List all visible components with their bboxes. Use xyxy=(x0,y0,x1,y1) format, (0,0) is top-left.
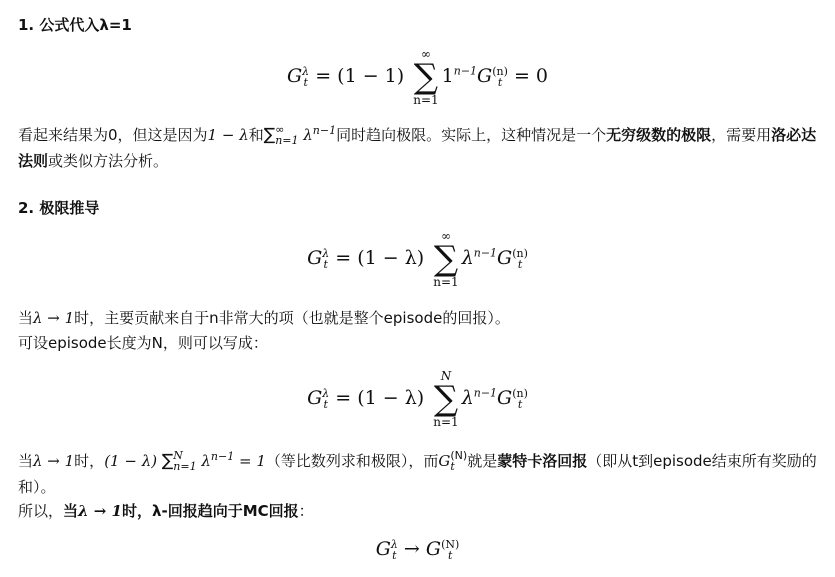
eq2-g: G xyxy=(307,247,323,269)
p1-text-e: 或类似方法分析。 xyxy=(48,152,169,170)
eq3-g-scripts xyxy=(322,388,329,410)
equation-2 xyxy=(0,230,835,288)
eq2-gn-sup: (n) xyxy=(512,247,528,260)
eq1-sum-bot: n=1 xyxy=(413,93,439,107)
eq4-g-scripts xyxy=(391,539,398,561)
p4-text-d: 就是 xyxy=(467,452,498,470)
p4-math-2: (1 − λ) xyxy=(104,452,158,470)
p1-math-1: 1 − λ xyxy=(207,126,249,144)
eq3-g-sup: λ xyxy=(322,387,330,400)
p5-text-a: 所以， xyxy=(18,502,64,520)
eq1-coef: = (1 − 1) xyxy=(315,65,405,87)
eq4-gn: G xyxy=(425,538,442,560)
eq1-g-sup: λ xyxy=(302,65,310,78)
p2-math: λ → 1 xyxy=(33,309,75,327)
p4-math-3: = 1 xyxy=(239,452,266,470)
equation-3 xyxy=(0,370,835,428)
p5-bold-a: 当 xyxy=(63,502,79,520)
eq1-term-exp: n−1 xyxy=(453,64,478,78)
p4-sum-sign: ∑ xyxy=(161,451,174,471)
eq1-sum-top: ∞ xyxy=(420,47,431,61)
paragraph-5 xyxy=(18,498,823,524)
p4-sum-top: N xyxy=(173,449,183,462)
p4-math-1: λ → 1 xyxy=(33,452,75,470)
p4-g-sup: (N) xyxy=(450,449,468,462)
eq3-gn: G xyxy=(497,387,513,409)
p1-sum-top: ∞ xyxy=(275,123,285,136)
eq3-lambda-exp: n−1 xyxy=(473,386,498,400)
eq3-sum-top: N xyxy=(440,369,452,383)
equation-4 xyxy=(0,538,835,561)
eq3-g: G xyxy=(307,387,323,409)
p4-lambda: λ xyxy=(201,452,211,470)
eq1-term-base: 1 xyxy=(441,65,454,87)
eq3-coef: = (1 − λ) xyxy=(335,387,425,409)
paragraph-3: 可设episode长度为N，则可以写成： xyxy=(18,334,268,352)
eq2-sum: ∞ ∑ n=1 xyxy=(433,229,459,289)
eq1-g-sub: t xyxy=(303,76,308,89)
eq2-sum-bot: n=1 xyxy=(433,275,459,289)
eq1-g: G xyxy=(286,65,303,87)
p1-sum-sign: ∑ xyxy=(263,125,276,145)
p2-text-a: 当 xyxy=(18,309,34,327)
p4-g-sub: t xyxy=(450,460,455,473)
p4-lambda-exp: n−1 xyxy=(210,450,235,463)
p4-bold: 蒙特卡洛回报 xyxy=(497,452,588,470)
paragraph-4 xyxy=(18,448,823,500)
p5-bold-b: 时，λ-回报趋向于MC回报 xyxy=(122,502,299,520)
p1-bold-2: 洛必达法则 xyxy=(18,126,817,170)
p4-text-b: 时， xyxy=(74,452,105,470)
section-2-heading: 2. 极限推导 xyxy=(18,199,100,217)
eq3-gn-sup: (n) xyxy=(512,387,528,400)
p1-text-c: 同时趋向极限。实际上，这种情况是一个 xyxy=(336,126,607,144)
equation-1 xyxy=(0,48,835,106)
eq4-g-sup: λ xyxy=(390,538,398,551)
p4-g-scripts xyxy=(450,450,467,472)
p1-math-2-exp: n−1 xyxy=(312,124,337,137)
eq4-gn-sub: t xyxy=(447,549,453,562)
eq4-gn-scripts xyxy=(441,539,459,561)
p4-sum-limits xyxy=(173,450,196,472)
p4-g: G xyxy=(438,452,451,470)
eq4-gn-sup: (N) xyxy=(441,538,460,551)
p2-text-b: 时，主要贡献来自于n非常大的项（也就是整个episode的回报）。 xyxy=(74,309,510,327)
section-1-heading: 1. 公式代入λ=1 xyxy=(18,16,132,34)
eq1-gn-sup: (n) xyxy=(492,65,508,78)
p4-text-c: （等比数列求和极限），而 xyxy=(265,452,439,470)
p1-sum-limits xyxy=(275,124,298,146)
eq2-gn-sub: t xyxy=(517,258,523,271)
eq1-g-scripts xyxy=(302,66,309,88)
eq2-g-sub: t xyxy=(323,258,328,271)
p1-sum-bot: n=1 xyxy=(275,134,299,147)
eq4-g: G xyxy=(375,538,391,560)
eq2-g-sup: λ xyxy=(322,247,330,260)
eq1-rhs: = 0 xyxy=(513,65,549,87)
eq3-gn-scripts xyxy=(512,388,528,410)
eq3-g-sub: t xyxy=(323,398,328,411)
eq4-g-sub: t xyxy=(392,549,397,562)
eq2-sum-top: ∞ xyxy=(440,229,451,243)
p1-math-2: λ xyxy=(303,126,313,144)
eq1-gn-sub: t xyxy=(497,76,503,89)
eq3-sum: N ∑ n=1 xyxy=(433,369,459,429)
p4-text-a: 当 xyxy=(18,452,34,470)
eq2-coef: = (1 − λ) xyxy=(335,247,425,269)
eq4-arrow: → xyxy=(403,538,420,560)
eq2-gn: G xyxy=(497,247,513,269)
eq3-lambda: λ xyxy=(461,387,474,409)
p5-math: λ → 1 xyxy=(78,502,122,520)
p1-text-a: 看起来结果为0，但这是因为 xyxy=(18,126,208,144)
p4-sum-bot: n=1 xyxy=(173,460,197,473)
p1-text-d: ，需要用 xyxy=(711,126,772,144)
eq2-gn-scripts xyxy=(512,248,528,270)
eq2-lambda-exp: n−1 xyxy=(473,246,498,260)
eq3-gn-sub: t xyxy=(517,398,523,411)
paragraph-1 xyxy=(18,122,823,174)
paragraph-2 xyxy=(18,305,823,331)
p5-text-b: ： xyxy=(298,502,314,520)
eq1-gn-scripts xyxy=(492,66,508,88)
eq1-gn: G xyxy=(477,65,493,87)
eq1-sum: ∞ ∑ n=1 xyxy=(413,47,439,107)
eq3-sum-bot: n=1 xyxy=(433,415,459,429)
p1-text-b: 和 xyxy=(248,126,264,144)
p1-bold-1: 无穷级数的极限 xyxy=(606,126,712,144)
eq2-g-scripts xyxy=(322,248,329,270)
eq2-lambda: λ xyxy=(461,247,474,269)
p4-text-e: （即从t到episode结束所有奖励的和）。 xyxy=(18,452,817,496)
